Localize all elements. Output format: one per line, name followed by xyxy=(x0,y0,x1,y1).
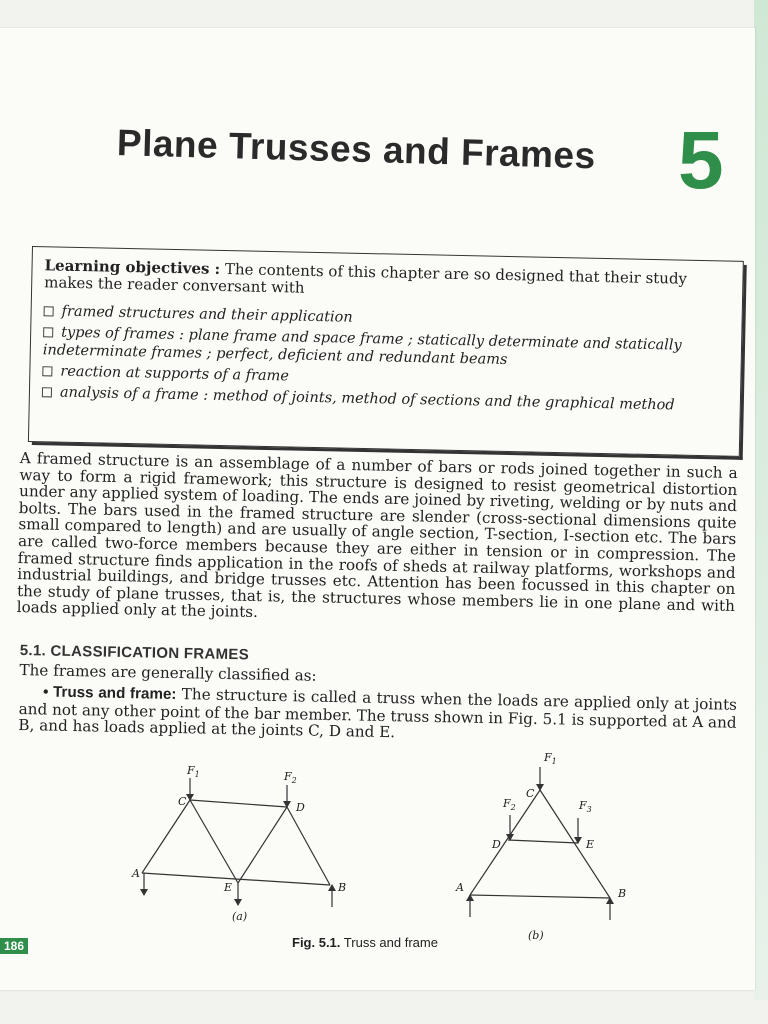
figure-caption xyxy=(292,935,438,950)
label-f3-b: $F_3$ xyxy=(579,799,592,814)
joint-c-a: C xyxy=(178,795,187,808)
member-ab xyxy=(142,873,330,885)
checkbox-icon xyxy=(43,327,53,337)
caption-label: Fig. 5.1. xyxy=(292,935,341,950)
page-edge-right xyxy=(754,0,768,1000)
sublabel-a: (a) xyxy=(232,910,248,923)
section-intro: The frames are generally classified as: xyxy=(19,660,317,685)
joint-b-a: B xyxy=(338,881,347,894)
objective-text: types of frames : plane frame and space frame ; statically determinate and statically indeterminate frames ; perfect, deficient and redundant beams xyxy=(42,324,682,368)
section-5-1 xyxy=(18,642,738,748)
objective-text: reaction at supports of a frame xyxy=(60,363,290,385)
member-cd xyxy=(190,800,287,807)
bullet-term: • Truss and frame: xyxy=(42,683,177,704)
joint-e-a: E xyxy=(224,881,233,894)
objectives-lead: Learning objectives : xyxy=(44,256,221,278)
section-heading: 5.1. CLASSIFICATION FRAMES xyxy=(19,642,250,664)
joint-d-b: D xyxy=(492,838,501,851)
joint-e-b: E xyxy=(586,838,595,851)
member-ed xyxy=(238,807,287,883)
label-f1-b: $F_1$ xyxy=(544,751,557,766)
checkbox-icon xyxy=(42,387,52,397)
bullet-text: The structure is called a truss when the loads are applied only at joints and not any other point of the bar member. The truss shown in Fig. 5.1 is supported at A and B, and has loads applied at the joints C, D and E. xyxy=(18,685,738,742)
objectives-intro-text: The contents of this chapter are so designed that their study makes the reader conversant with xyxy=(44,260,688,297)
truss-figure xyxy=(120,745,640,960)
member-ac xyxy=(142,800,190,873)
member-db xyxy=(287,807,330,885)
checkbox-icon xyxy=(42,366,52,376)
member-ce xyxy=(190,800,238,883)
checkbox-icon xyxy=(44,306,54,316)
chapter-number: 5 xyxy=(678,115,724,206)
sublabel-b: (b) xyxy=(528,929,544,942)
page-number: 186 xyxy=(0,938,28,954)
joint-c-b: C xyxy=(526,787,535,800)
member-ab-b xyxy=(470,895,610,898)
caption-text: Truss and frame xyxy=(343,935,438,950)
objective-text: framed structures and their application xyxy=(61,303,353,326)
joint-a-a: A xyxy=(132,867,140,880)
member-cb-b xyxy=(540,790,610,898)
objective-text: analysis of a frame : method of joints, method of sections and the graphical method xyxy=(59,384,675,414)
objectives-intro xyxy=(44,257,740,306)
learning-objectives-box xyxy=(28,246,744,457)
joint-a-b: A xyxy=(456,881,464,894)
chapter-title: Plane Trusses and Frames xyxy=(116,122,597,177)
label-f2-a: $F_2$ xyxy=(284,770,297,785)
label-f1-a: $F_1$ xyxy=(187,764,200,779)
truss-a xyxy=(142,778,332,907)
joint-d-a: D xyxy=(296,801,305,814)
member-de-b xyxy=(508,840,578,843)
label-f2-b: $F_2$ xyxy=(503,797,516,812)
joint-b-b: B xyxy=(618,887,627,900)
objectives-list xyxy=(42,302,744,419)
intro-paragraph: A framed structure is an assemblage of a number of bars or rods joined together in such a way to form a rigid framework; this structure is designed to resist geometrical distortion under any applied system of loading. The ends are joined by riveting, welding or by nuts and bolts. The bars used in the framed structure are slender (cross-sectional dimensions quite small compared to length) and are usually of angle section, T-section, I-section etc. The bars are called two-force members because they are either in tension or in compression. The framed structure finds application in the roofs of sheds at railway platforms, workshops and industrial buildings, and bridge trusses etc. Attention has been focussed in this chapter on the study of plane trusses, that is, the structures whose members lie in one plane and with loads applied only at the joints. xyxy=(16,449,738,622)
